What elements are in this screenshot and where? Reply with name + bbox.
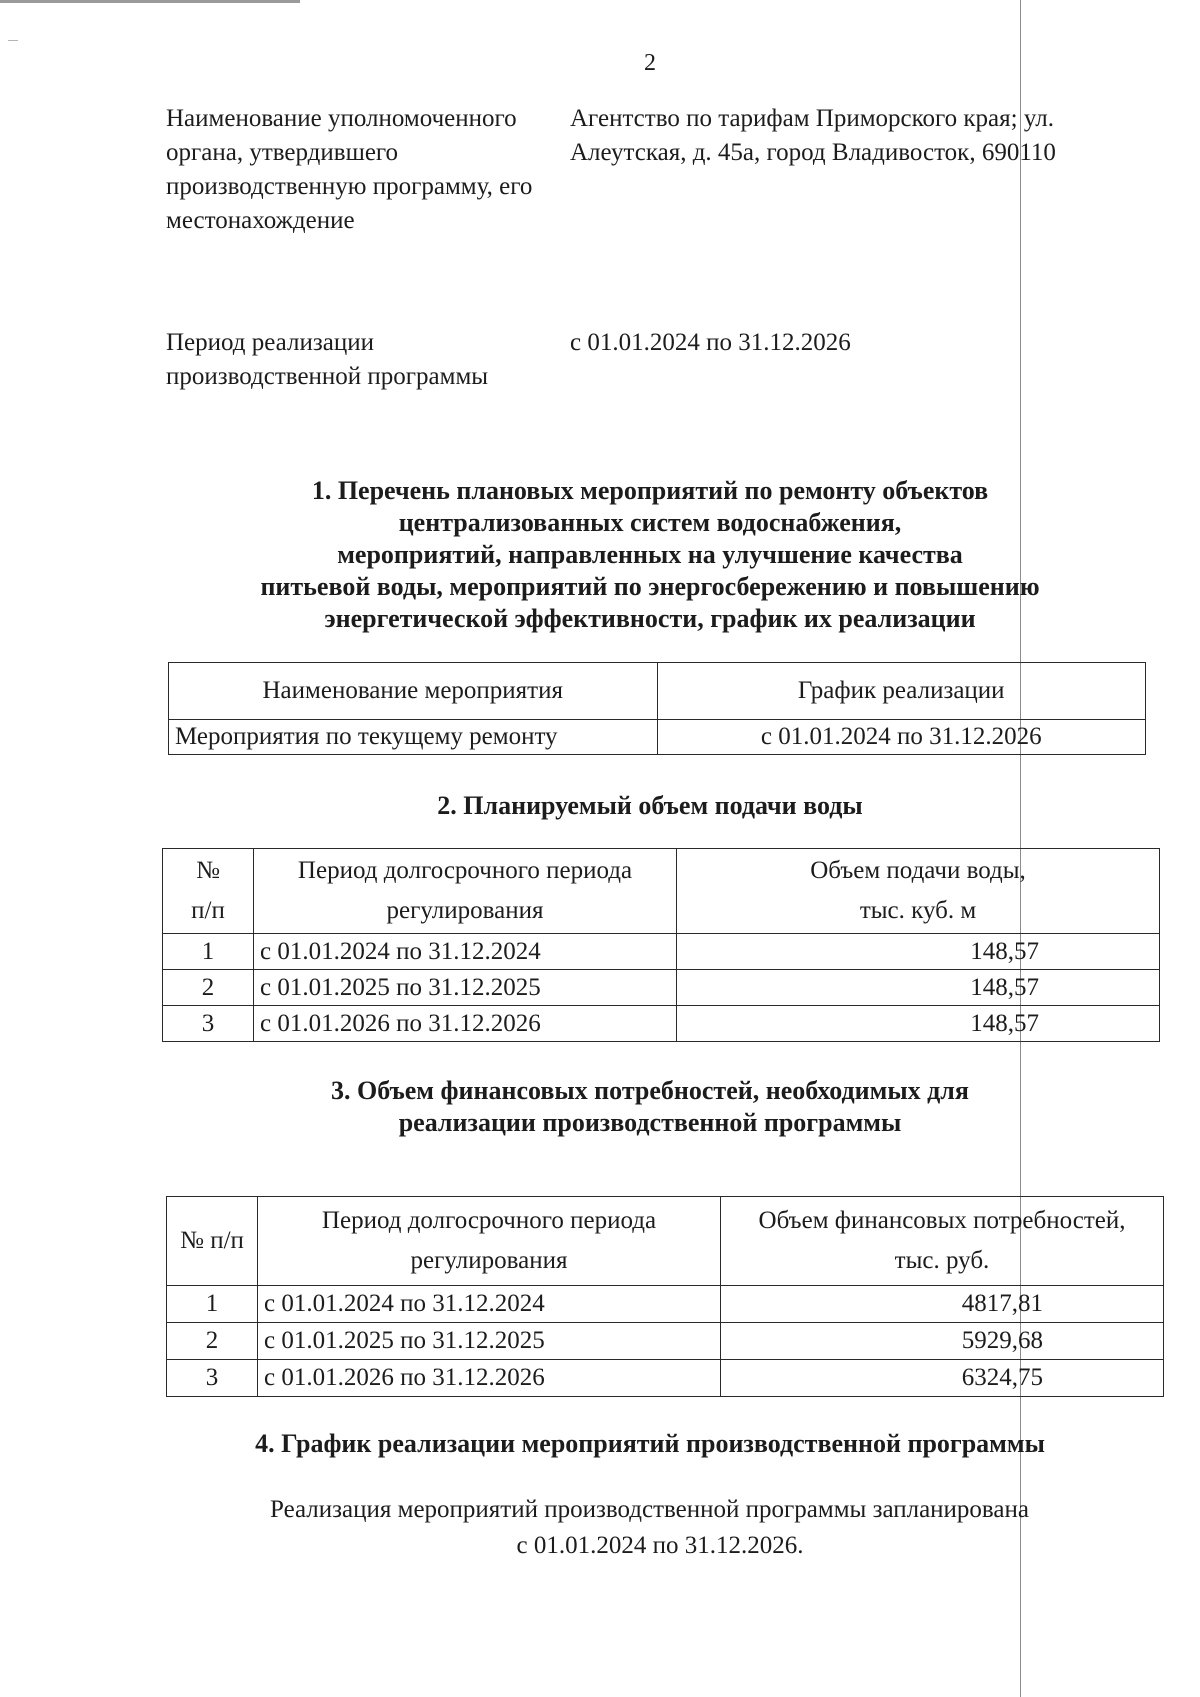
financial-needs-table (166, 1196, 1164, 1397)
row-number-cell: 2 (167, 1323, 258, 1360)
scan-edge-artifact (0, 0, 300, 3)
num-header: № п/п (167, 1197, 258, 1286)
water-volume-cell: 148,57 (677, 970, 1160, 1006)
water-volume-header (677, 849, 1160, 934)
section-1-heading-line: централизованных систем водоснабжения, (398, 508, 902, 537)
period-header-line: Период долгосрочного периода (321, 1207, 657, 1234)
period-cell: с 01.01.2024 по 31.12.2024 (254, 934, 677, 970)
water-volume-cell: 148,57 (677, 1006, 1160, 1042)
water-volume-cell: 148,57 (677, 934, 1160, 970)
table-header-row (163, 849, 1160, 934)
row-number-cell: 1 (163, 934, 254, 970)
implementation-text-line: Реализация мероприятий производственной программы запланирована (270, 1496, 1029, 1523)
implementation-paragraph (230, 1492, 1130, 1564)
financial-volume-header-line: Объем финансовых потребностей, (758, 1207, 1126, 1234)
water-supply-table (162, 848, 1160, 1042)
row-number-cell: 1 (167, 1286, 258, 1323)
scan-mark-artifact (8, 40, 18, 41)
implementation-text-line: с 01.01.2024 по 31.12.2026. (516, 1532, 804, 1559)
section-1-heading-line: мероприятий, направленных на улучшение качества (337, 540, 963, 569)
table-row (163, 1006, 1160, 1042)
measure-name-cell: Мероприятия по текущему ремонту (169, 720, 658, 755)
section-1-heading-line: энергетической эффективности, график их реализации (324, 604, 976, 633)
table-row (167, 1360, 1164, 1397)
financial-volume-header-line: тыс. руб. (894, 1247, 990, 1274)
section-2-heading: 2. Планируемый объем подачи воды (437, 791, 863, 820)
financial-volume-cell: 6324,75 (721, 1360, 1164, 1397)
table-header-row (167, 1197, 1164, 1286)
authority-value: Агентство по тарифам Приморского края; ул. Алеутская, д. 45а, город Владивосток, 690110 (570, 105, 1056, 166)
period-cell: с 01.01.2025 по 31.12.2025 (254, 970, 677, 1006)
table-header-row (169, 663, 1146, 720)
period-header (254, 849, 677, 934)
authority-label: Наименование уполномоченного органа, утвердившего производственную программу, его местонахождение (166, 105, 533, 234)
table-row (169, 720, 1146, 755)
num-header (163, 849, 254, 934)
row-number-cell: 3 (167, 1360, 258, 1397)
section-1-heading-line: питьевой воды, мероприятий по энергосбережению и повышению (260, 572, 1040, 601)
period-cell: с 01.01.2026 по 31.12.2026 (258, 1360, 721, 1397)
section-3-heading (150, 1075, 1150, 1139)
period-header (258, 1197, 721, 1286)
measures-table (168, 662, 1146, 755)
period-cell: с 01.01.2026 по 31.12.2026 (254, 1006, 677, 1042)
table-row (163, 970, 1160, 1006)
period-value: с 01.01.2024 по 31.12.2026 (570, 329, 851, 356)
page-number: 2 (644, 50, 656, 76)
section-3-heading-line: реализации производственной программы (398, 1108, 902, 1137)
water-volume-header-line: тыс. куб. м (859, 897, 977, 924)
period-cell: с 01.01.2025 по 31.12.2025 (258, 1323, 721, 1360)
water-volume-header-line: Объем подачи воды, (810, 857, 1026, 884)
table-row (167, 1286, 1164, 1323)
financial-volume-cell: 4817,81 (721, 1286, 1164, 1323)
num-header-line: № (196, 857, 220, 884)
financial-volume-header (721, 1197, 1164, 1286)
table-row (167, 1323, 1164, 1360)
schedule-header: График реализации (657, 663, 1146, 720)
num-header-line: п/п (191, 897, 225, 924)
section-1-heading-line: 1. Перечень плановых мероприятий по ремонту объектов (311, 476, 989, 505)
section-4-heading: 4. График реализации мероприятий производственной программы (255, 1429, 1045, 1458)
section-1-heading (150, 475, 1150, 635)
row-number-cell: 3 (163, 1006, 254, 1042)
table-row (163, 934, 1160, 970)
period-cell: с 01.01.2024 по 31.12.2024 (258, 1286, 721, 1323)
schedule-cell: с 01.01.2024 по 31.12.2026 (657, 720, 1146, 755)
row-number-cell: 2 (163, 970, 254, 1006)
measure-name-header: Наименование мероприятия (169, 663, 658, 720)
financial-volume-cell: 5929,68 (721, 1323, 1164, 1360)
period-header-line: Период долгосрочного периода (297, 857, 633, 884)
period-header-line: регулирования (410, 1247, 568, 1274)
period-header-line: регулирования (386, 897, 544, 924)
section-3-heading-line: 3. Объем финансовых потребностей, необходимых для (331, 1076, 969, 1105)
period-label: Период реализации производственной программы (166, 329, 489, 390)
